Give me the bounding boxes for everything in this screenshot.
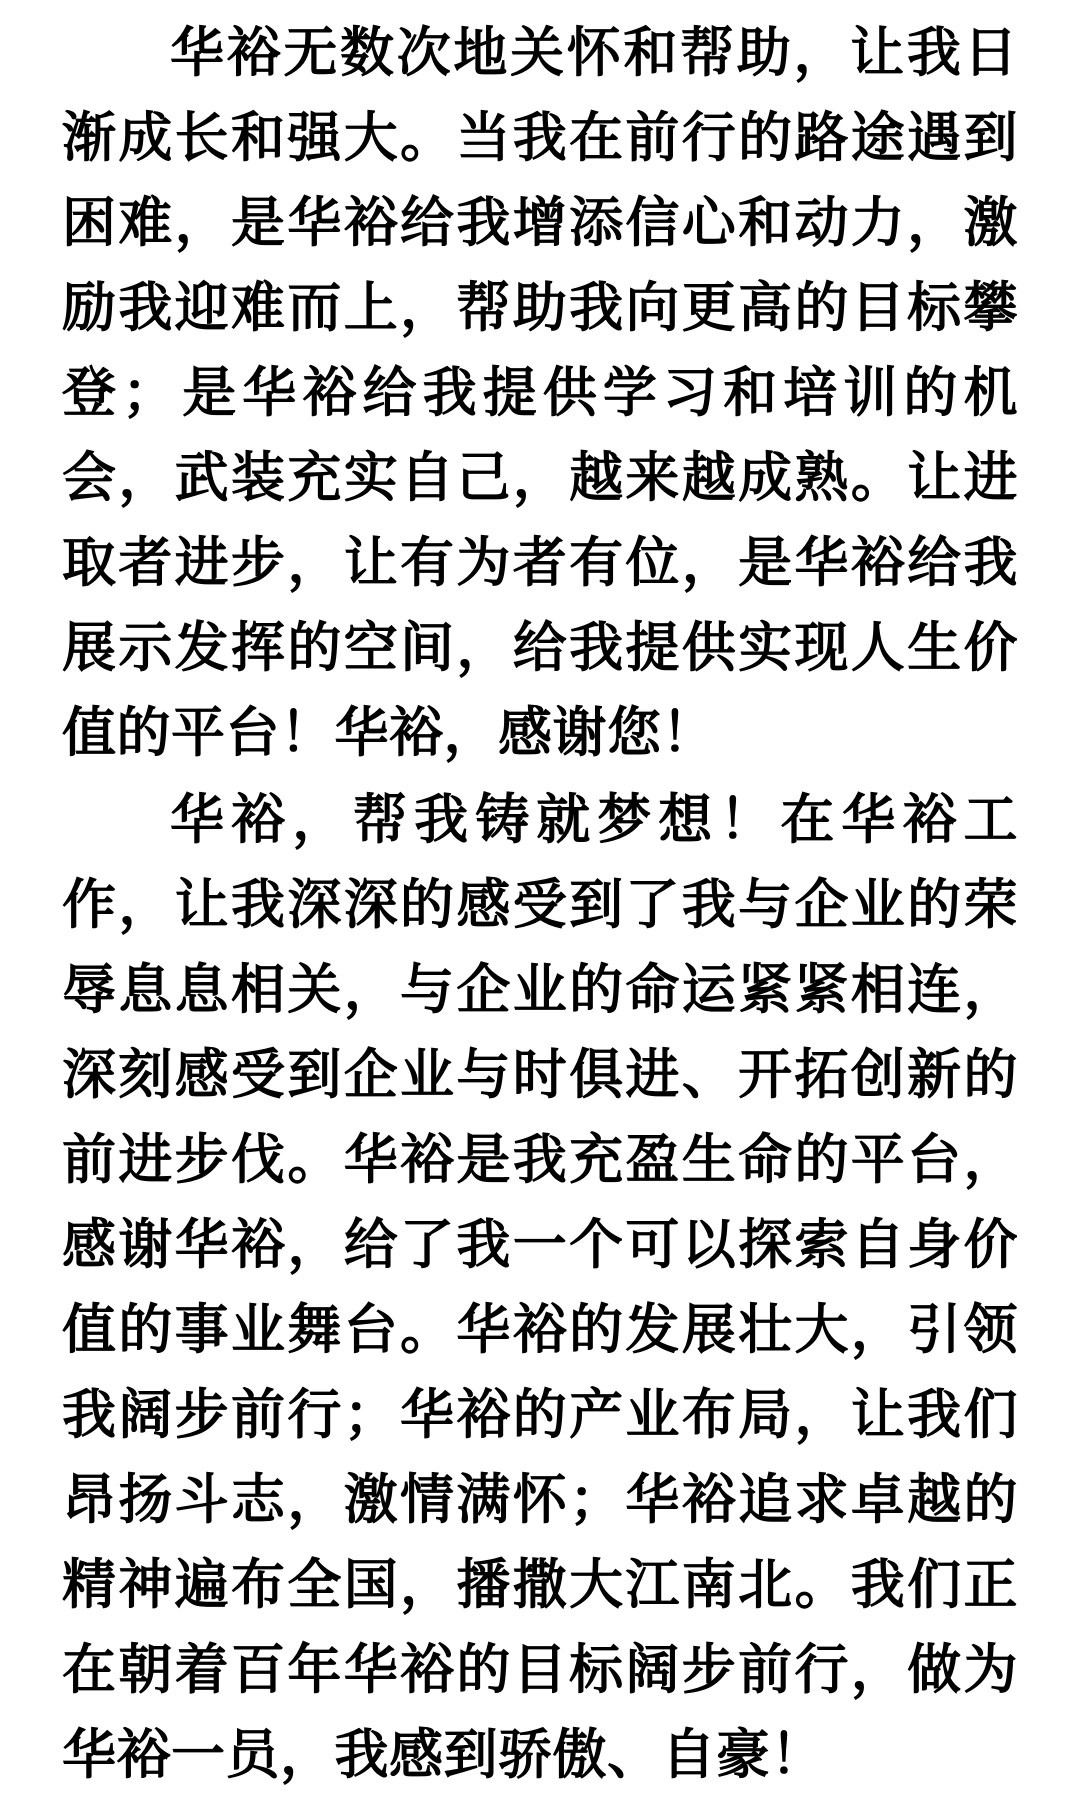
- document-body: [62, 10, 1018, 1797]
- paragraph: 华裕无数次地关怀和帮助，让我日渐成长和强大。当我在前行的路途遇到困难，是华裕给我增添信心和动力，激励我迎难而上，帮助我向更高的目标攀登；是华裕给我提供学习和培训的机会，武装充实自己，越来越成熟。让进取者进步，让有为者有位，是华裕给我展示发挥的空间，给我提供实现人生价值的平台！华裕，感谢您！: [62, 21, 1018, 764]
- paragraph: 华裕，帮我铸就梦想！在华裕工作，让我深深的感受到了我与企业的荣辱息息相关，与企业的命运紧紧相连，深刻感受到企业与时俱进、开拓创新的前进步伐。华裕是我充盈生命的平台，感谢华裕，给了我一个可以探索自身价值的事业舞台。华裕的发展壮大，引领我阔步前行；华裕的产业布局，让我们昂扬斗志，激情满怀；华裕追求卓越的精神遍布全国，播撒大江南北。我们正在朝着百年华裕的目标阔步前行，做为华裕一员，我感到骄傲、自豪！: [62, 788, 1018, 1786]
